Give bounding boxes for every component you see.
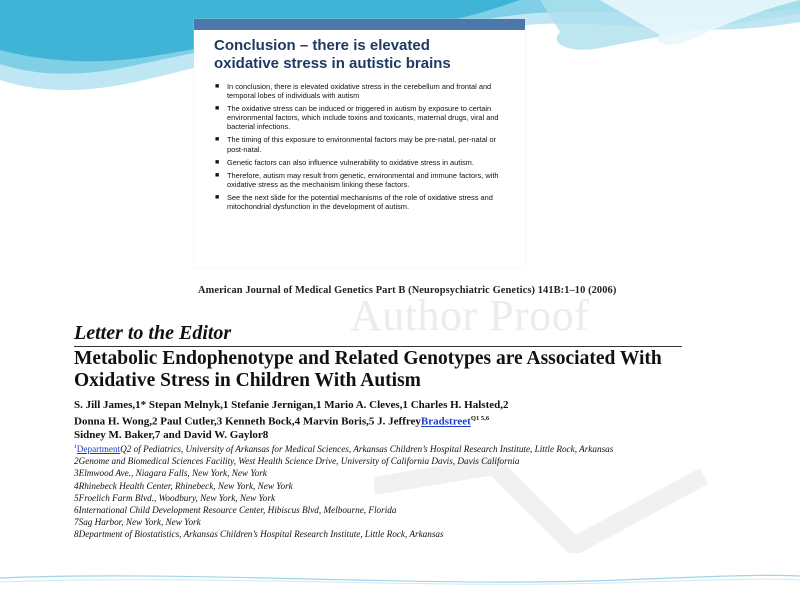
footer-line-decoration (0, 560, 800, 590)
author-list (74, 399, 674, 442)
conclusion-slide-image (194, 19, 525, 268)
affiliation-link[interactable]: Department (76, 444, 121, 455)
author-link[interactable]: Bradstreet (420, 415, 471, 428)
inset-bullet: ■ See the next slide for the potential mechanisms of the role of oxidative stress and mitochondrial dysfunction in the development of autism. (215, 192, 493, 212)
affiliation: 3Elmwood Ave., Niagara Falls, New York, New York (74, 468, 267, 479)
journal-citation: American Journal of Medical Genetics Part B (Neuropsychiatric Genetics) 141B:1–10 (2006) (198, 285, 617, 296)
bullet-icon: ■ (215, 158, 220, 166)
affiliation: 4Rhinebeck Health Center, Rhinebeck, New York, New York (74, 480, 293, 491)
inset-title: Conclusion – there is elevated oxidative stress in autistic brains (214, 37, 451, 72)
bullet-icon: ■ (215, 171, 220, 179)
inset-bullet: ■ The oxidative stress can be induced or triggered in autism by exposure to certain environmental factors, which include toxins and toxicants, maternal drugs, viral and bacterial infections. (215, 104, 499, 132)
inset-bullet: ■ Therefore, autism may result from genetic, environmental and immune factors, with oxidative stress as the mechanism linking these factors. (215, 170, 499, 189)
inset-bullet-list (194, 82, 507, 211)
affiliation: 2Genome and Biomedical Sciences Facility, West Health Science Drive, University of California Davis, Davis California (74, 456, 520, 467)
title-rule (74, 346, 682, 347)
paper-header-image (44, 276, 719, 553)
inset-bullet: ■ In conclusion, there is elevated oxidative stress in the cerebellum and frontal and temporal lobes of individuals with autism (215, 82, 492, 101)
inset-bullet: ■ The timing of this exposure to environmental factors may be pre-natal, per-natal or post-natal. (215, 135, 497, 154)
inset-bullet: ■ Genetic factors can also influence vulnerability to oxidative stress in autism. (215, 157, 474, 167)
section-heading: Letter to the Editor (74, 322, 232, 344)
bullet-icon: ■ (215, 83, 220, 90)
affiliation-list (74, 441, 704, 541)
affiliation: 5Froelich Farm Blvd., Woodbury, New York, New York (74, 492, 276, 503)
watermark: Author Proof (350, 291, 590, 340)
author-line: Donna H. Wong,2 Paul Cutler,3 Kenneth Bock,4 Marvin Boris,5 J. JeffreyBradstreet$^{Q1 5,6}$ (74, 415, 490, 428)
inset-title-bar (194, 19, 525, 30)
paper-title: Metabolic Endophenotype and Related Genotypes are Associated With Oxidative Stress in Children With Autism (74, 348, 662, 391)
affiliation: 6International Child Development Resource Center, Hibiscus Blvd, Melbourne, Florida (74, 505, 397, 516)
author-line: Sidney M. Baker,7 and David W. Gaylor8 (74, 428, 269, 441)
bullet-icon: ■ (215, 136, 220, 144)
author-line: S. Jill James,1* Stepan Melnyk,1 Stefanie Jernigan,1 Mario A. Cleves,1 Charles H. Halsted,2 (74, 399, 509, 411)
affiliation: 7Sag Harbor, New York, New York (74, 517, 201, 528)
affiliation: $^1$DepartmentQ2 of Pediatrics, University of Arkansas for Medical Sciences, Arkansas Children’s Hospital Research Institute, Little Rock, Arkansas (74, 444, 614, 455)
bullet-icon: ■ (215, 193, 220, 201)
bullet-icon: ■ (215, 105, 220, 113)
affiliation: 8Department of Biostatistics, Arkansas Children’s Hospital Research Institute, Little Rock, Arkansas (74, 529, 444, 540)
